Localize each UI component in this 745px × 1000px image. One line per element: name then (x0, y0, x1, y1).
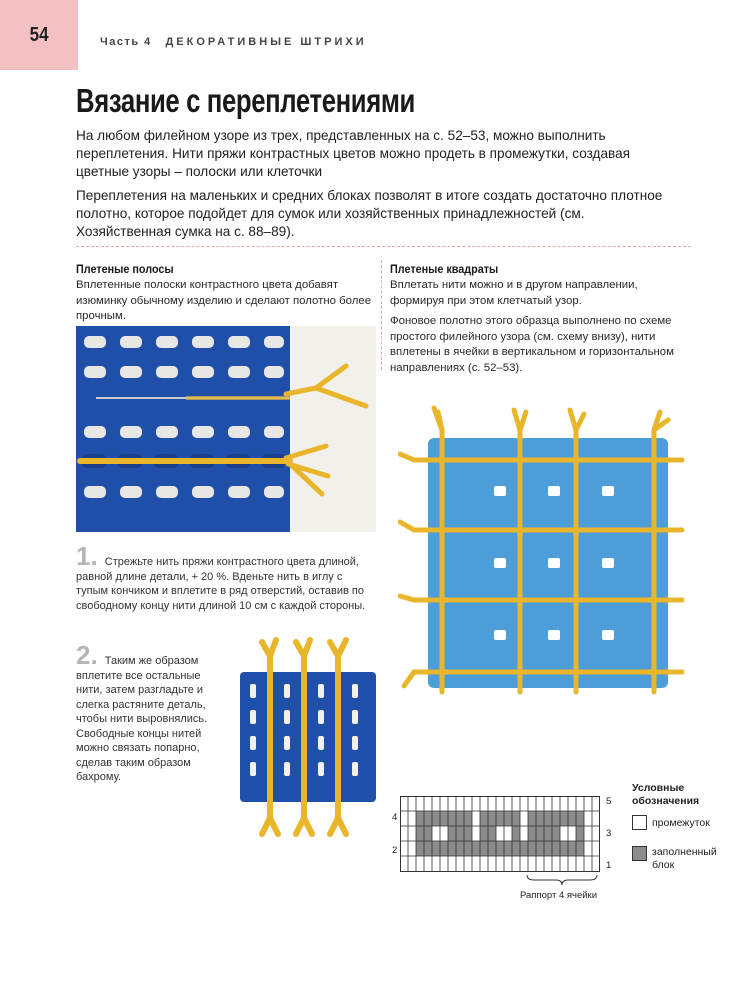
section-label: ДЕКОРАТИВНЫЕ ШТРИХИ (165, 36, 367, 48)
woven-stripes-photo (76, 326, 376, 532)
finished-stripes-photo (232, 636, 382, 840)
left-heading: Плетеные полосы (76, 262, 174, 276)
filet-chart-grid (400, 796, 600, 872)
row-number-5: 5 (606, 796, 612, 807)
row-number-4: 4 (392, 812, 398, 823)
filet-chart (400, 796, 600, 872)
finished-stripes-illustration (232, 636, 382, 840)
repeat-bracket (526, 874, 598, 886)
step-1-number: 1. (76, 541, 98, 571)
woven-stripes-illustration (76, 326, 376, 532)
woven-squares-photo (398, 400, 690, 702)
step-1 (76, 541, 374, 613)
row-number-1: 1 (606, 860, 612, 871)
legend-title: Условные обозначения (632, 782, 700, 807)
legend-space-label: промежуток (652, 817, 710, 829)
step-2-number: 2. (76, 640, 98, 670)
repeat-label: Раппорт 4 ячейки (520, 890, 598, 901)
running-header (100, 36, 367, 48)
column-divider (381, 260, 382, 370)
step-1-text: Стрежьте нить пряжи контрастного цвета длиной, равной длине детали, + 20 %. Вденьте нить в иглу с тупым кончиком и вплетите в ряд отверстий, оставив по свободному концу нити длиной 10 см с каждой стороны. (76, 556, 366, 612)
page-number-tab (0, 0, 78, 70)
right-lead: Вплетать нити можно и в другом направлении, формируя при этом клетчатый узор. (390, 279, 638, 307)
intro-paragraph-1: На любом филейном узоре из трех, представленных на с. 52–53, можно выполнить переплетения. Нити пряжи контрастных цветов можно продеть в промежутки, создавая цветные узоры – полоски или клеточки (76, 128, 631, 179)
section-divider (76, 246, 691, 247)
row-number-2: 2 (392, 845, 398, 856)
legend-filled-swatch (632, 846, 647, 861)
legend-filled-label: заполненный блок (652, 846, 717, 871)
row-number-3: 3 (606, 828, 612, 839)
intro-text (76, 127, 676, 247)
page-title: Вязание с переплетениями (76, 82, 415, 119)
woven-squares-illustration (398, 400, 690, 702)
intro-paragraph-2: Переплетения на маленьких и средних блоках позволят в итоге создать достаточно плотное полотно, которое подойдет для сумок или хозяйственных принадлежностей (см. Хозяйственная сумка на с. 88–89). (76, 188, 663, 239)
step-2-text: Таким же образом вплетите все остальные нити, затем разгладьте и слегка растяните деталь, чтобы нити выровнялись. Свободные концы нитей можно связать попарно, сделав таким образом бахрому. (76, 655, 208, 783)
part-label: Часть 4 (100, 36, 152, 48)
right-heading: Плетеные квадраты (390, 262, 499, 276)
legend-space-swatch (632, 815, 647, 830)
step-2 (76, 640, 226, 785)
right-text: Фоновое полотно этого образца выполнено по схеме простого филейного узора (см. схему внизу), нити вплетены в ячейки в вертикальном и горизонтальном направлениях (с. 52–53). (390, 315, 674, 374)
left-text: Вплетенные полоски контрастного цвета добавят изюминку обычному изделию и сделают полотно более прочным. (76, 279, 372, 322)
page-number: 54 (29, 23, 49, 46)
